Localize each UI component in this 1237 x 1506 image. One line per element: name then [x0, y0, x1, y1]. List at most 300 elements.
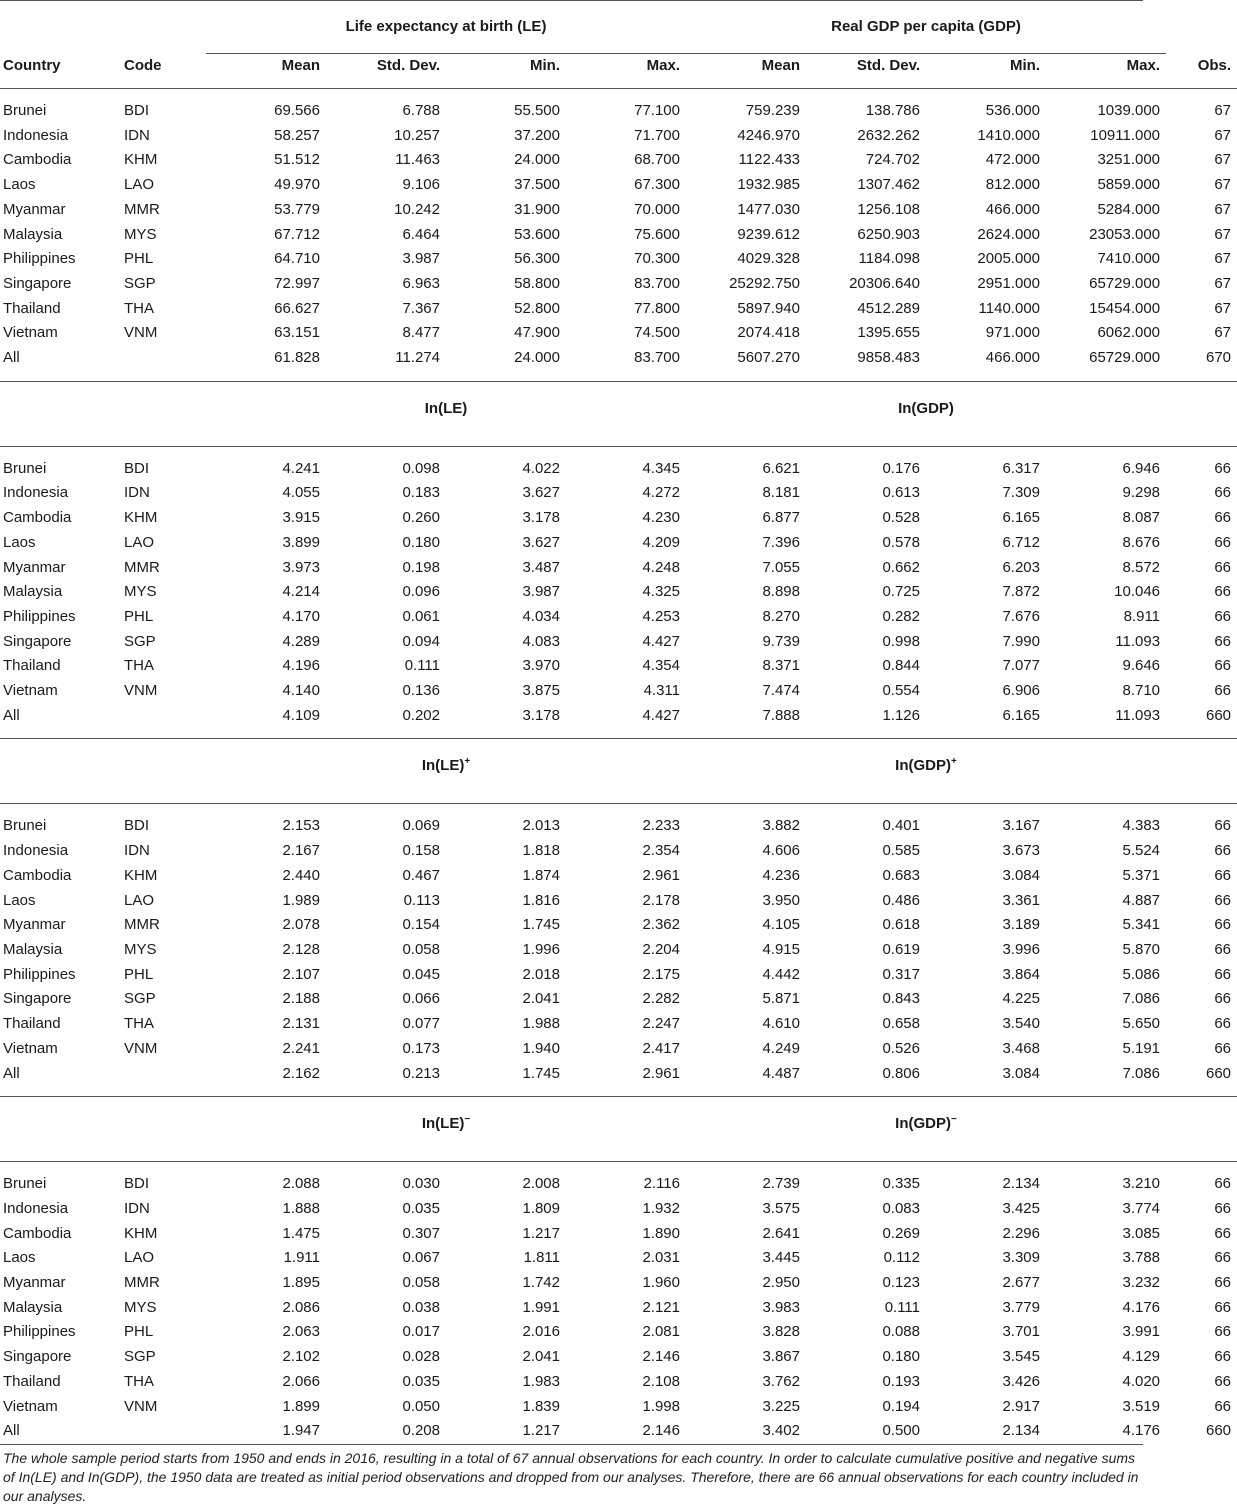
code-cell: BDI — [124, 1175, 150, 1193]
obs-cell: 66 — [1214, 1249, 1232, 1267]
value-cell: 3.991 — [1122, 1323, 1161, 1341]
value-cell: 4.109 — [282, 706, 320, 724]
value-cell: 3251.000 — [1097, 151, 1161, 169]
obs-cell: 66 — [1214, 866, 1232, 884]
table-row — [0, 506, 1237, 531]
value-cell: 55.500 — [514, 102, 560, 119]
section-title-gdp — [686, 1097, 1166, 1152]
code-cell: SGP — [124, 990, 156, 1008]
value-cell: 0.198 — [402, 558, 440, 576]
code-cell: LAO — [124, 891, 155, 909]
code-cell: BDI — [124, 459, 150, 477]
obs-cell: 66 — [1214, 484, 1232, 502]
group-header-gdp: Real GDP per capita (GDP) — [686, 1, 1166, 54]
value-cell: 4.236 — [762, 866, 800, 884]
table-row — [0, 704, 1237, 729]
code-cell: VNM — [124, 682, 158, 700]
code-cell: THA — [124, 1372, 154, 1390]
value-cell: 3.487 — [522, 558, 560, 576]
value-cell: 0.269 — [882, 1224, 920, 1242]
value-cell: 3.225 — [762, 1397, 800, 1415]
value-cell: 0.554 — [882, 682, 920, 700]
value-cell: 0.998 — [882, 632, 920, 650]
value-cell: 2.961 — [642, 866, 680, 884]
value-cell: 0.683 — [882, 866, 920, 884]
value-cell: 4.209 — [642, 533, 680, 551]
value-cell: 6062.000 — [1097, 324, 1161, 342]
value-cell: 1.940 — [522, 1039, 560, 1057]
country-cell: Cambodia — [3, 151, 72, 169]
country-cell: Malaysia — [3, 940, 63, 958]
country-cell: Cambodia — [3, 1224, 72, 1242]
value-cell: 3.950 — [762, 891, 800, 909]
value-cell: 7.888 — [762, 706, 800, 724]
country-cell: Philippines — [3, 965, 76, 983]
table-row — [0, 99, 1237, 124]
value-cell: 1.911 — [283, 1249, 320, 1267]
code-cell — [120, 1062, 206, 1087]
value-cell: 1395.655 — [857, 324, 920, 342]
table-row — [0, 1296, 1237, 1321]
code-cell: KHM — [124, 1224, 158, 1242]
obs-cell: 66 — [1214, 965, 1232, 983]
code-cell — [120, 1419, 206, 1444]
obs-cell: 66 — [1214, 1348, 1232, 1366]
value-cell: 0.158 — [402, 842, 440, 860]
country-cell: Myanmar — [3, 558, 66, 576]
obs-cell: 67 — [1214, 225, 1232, 243]
value-cell: 5.191 — [1122, 1039, 1161, 1057]
value-cell: 5.371 — [1122, 866, 1161, 884]
section-title-le — [206, 1097, 686, 1152]
value-cell: 0.067 — [402, 1249, 440, 1267]
value-cell: 4.105 — [762, 916, 800, 934]
table-row — [0, 148, 1237, 173]
code-cell: PHL — [124, 250, 154, 268]
obs-cell: 66 — [1214, 1298, 1232, 1316]
value-cell: 7.396 — [762, 533, 800, 551]
value-cell: 0.058 — [402, 940, 440, 958]
value-cell: 9.298 — [1122, 484, 1161, 502]
value-cell: 8.898 — [762, 583, 800, 601]
value-cell: 7.077 — [1002, 657, 1040, 675]
value-cell: 4.176 — [1122, 1298, 1161, 1316]
value-cell: 31.900 — [514, 200, 560, 218]
value-cell: 3.983 — [762, 1298, 800, 1316]
value-cell: 37.500 — [514, 176, 560, 194]
value-cell: 5.524 — [1122, 842, 1161, 860]
section-end-divider — [0, 371, 1237, 382]
value-cell: 25292.750 — [729, 274, 800, 292]
value-cell: 0.030 — [402, 1175, 440, 1193]
value-cell: 58.800 — [514, 274, 560, 292]
group-header-row — [0, 1, 1237, 54]
value-cell: 0.058 — [402, 1274, 440, 1292]
country-cell: Thailand — [3, 657, 61, 675]
section-spacer — [0, 804, 1237, 815]
value-cell: 1.890 — [642, 1224, 680, 1242]
value-cell: 5859.000 — [1097, 176, 1161, 194]
code-cell: BDI — [124, 817, 150, 835]
value-cell: 3.915 — [282, 509, 320, 527]
value-cell: 2.107 — [282, 965, 320, 983]
value-cell: 66.627 — [274, 299, 320, 317]
value-cell: 67.300 — [634, 176, 680, 194]
value-cell: 3.970 — [522, 657, 560, 675]
column-header: Max. — [1126, 57, 1161, 74]
country-cell: Vietnam — [3, 682, 58, 700]
code-cell: SGP — [124, 1348, 156, 1366]
value-cell: 3.445 — [762, 1249, 800, 1267]
column-header: Std. Dev. — [856, 57, 920, 74]
value-cell: 1.895 — [282, 1274, 320, 1292]
value-cell: 6250.903 — [857, 225, 920, 243]
value-cell: 1.989 — [282, 891, 320, 909]
value-cell: 11.093 — [1115, 706, 1161, 724]
value-cell: 3.084 — [1002, 866, 1040, 884]
value-cell: 9.739 — [762, 632, 800, 650]
value-cell: 2.146 — [642, 1422, 680, 1440]
code-cell: VNM — [124, 1039, 158, 1057]
code-cell: VNM — [124, 1397, 158, 1415]
country-cell: Thailand — [3, 1372, 61, 1390]
column-header: Std. Dev. — [376, 57, 440, 74]
value-cell: 0.173 — [402, 1039, 440, 1057]
value-cell: 7.086 — [1122, 990, 1161, 1008]
country-cell: All — [3, 1064, 20, 1082]
value-cell: 2.950 — [762, 1274, 800, 1292]
value-cell: 1.998 — [642, 1397, 680, 1415]
value-cell: 1.996 — [522, 940, 560, 958]
value-cell: 1.899 — [282, 1397, 320, 1415]
section-title-gdp — [686, 381, 1166, 436]
value-cell: 812.000 — [985, 176, 1040, 194]
table-row — [0, 1197, 1237, 1222]
obs-cell: 66 — [1214, 509, 1232, 527]
obs-cell: 66 — [1214, 459, 1232, 477]
value-cell: 6.788 — [402, 102, 440, 119]
value-cell: 2.162 — [282, 1064, 320, 1082]
value-cell: 2.116 — [643, 1175, 680, 1193]
value-cell: 4.345 — [642, 459, 680, 477]
code-cell: KHM — [124, 866, 158, 884]
value-cell: 2.362 — [642, 916, 680, 934]
value-cell: 2.018 — [522, 965, 560, 983]
section-divider — [0, 436, 1237, 447]
table-row — [0, 481, 1237, 506]
obs-cell: 66 — [1214, 1323, 1232, 1341]
value-cell: 4.915 — [762, 940, 800, 958]
section-spacer — [0, 446, 1237, 457]
value-cell: 1.745 — [522, 1064, 560, 1082]
country-cell: Vietnam — [3, 1039, 58, 1057]
value-cell: 24.000 — [514, 349, 560, 367]
value-cell: 0.806 — [882, 1064, 920, 1082]
value-cell: 2005.000 — [977, 250, 1040, 268]
obs-cell: 66 — [1214, 1039, 1232, 1057]
table-row — [0, 124, 1237, 149]
value-cell: 1.475 — [282, 1224, 320, 1242]
value-cell: 4.214 — [282, 583, 320, 601]
value-cell: 11.463 — [395, 151, 440, 169]
obs-cell: 67 — [1214, 200, 1232, 218]
value-cell: 7.872 — [1002, 583, 1040, 601]
value-cell: 4.606 — [762, 842, 800, 860]
value-cell: 72.997 — [274, 274, 320, 292]
value-cell: 74.500 — [634, 324, 680, 342]
value-cell: 0.618 — [882, 916, 920, 934]
obs-cell: 67 — [1214, 274, 1232, 292]
value-cell: 2.167 — [282, 842, 320, 860]
value-cell: 3.701 — [1002, 1323, 1040, 1341]
value-cell: 1307.462 — [857, 176, 920, 194]
code-cell: MYS — [124, 583, 157, 601]
value-cell: 2.131 — [282, 1015, 320, 1033]
table-row — [0, 1246, 1237, 1271]
column-header: Mean — [761, 57, 800, 74]
value-cell: 5.086 — [1122, 965, 1161, 983]
code-cell: IDN — [124, 484, 150, 502]
value-cell: 5897.940 — [737, 299, 800, 317]
value-cell: 2.088 — [282, 1175, 320, 1193]
section-title-gdp-text: In(GDP) — [895, 1115, 951, 1133]
column-header: Obs. — [1197, 56, 1232, 74]
code-cell: KHM — [124, 509, 158, 527]
value-cell: 8.087 — [1122, 509, 1161, 527]
value-cell: 2.641 — [762, 1224, 800, 1242]
value-cell: 3.178 — [522, 706, 560, 724]
code-cell: MMR — [124, 200, 160, 218]
value-cell: 69.566 — [274, 102, 320, 119]
country-cell: Cambodia — [3, 866, 72, 884]
column-header-row — [0, 54, 1237, 79]
footnote-and: and — [56, 1468, 88, 1485]
value-cell: 4029.328 — [737, 250, 800, 268]
value-cell: 3.864 — [1002, 965, 1040, 983]
value-cell: 75.600 — [634, 225, 680, 243]
code-cell: IDN — [124, 1199, 150, 1217]
value-cell: 2.178 — [642, 891, 680, 909]
value-cell: 3.987 — [522, 583, 560, 601]
country-cell: Philippines — [3, 250, 76, 268]
value-cell: 3.519 — [1122, 1397, 1161, 1415]
value-cell: 4.487 — [762, 1064, 800, 1082]
value-cell: 0.066 — [402, 990, 440, 1008]
value-cell: 6.906 — [1002, 682, 1040, 700]
value-cell: 0.282 — [882, 607, 920, 625]
value-cell: 6.203 — [1002, 558, 1040, 576]
value-cell: 20306.640 — [849, 274, 920, 292]
country-cell: All — [3, 1422, 20, 1440]
obs-cell: 66 — [1214, 607, 1232, 625]
value-cell: 4.129 — [1122, 1348, 1161, 1366]
obs-cell: 66 — [1214, 891, 1232, 909]
obs-cell: 67 — [1214, 250, 1232, 268]
section-title-le-text: In(LE) — [421, 1115, 465, 1133]
value-cell: 10.242 — [394, 200, 440, 218]
value-cell: 9858.483 — [857, 349, 920, 367]
country-cell: Thailand — [3, 299, 61, 317]
value-cell: 1184.098 — [858, 250, 920, 268]
value-cell: 5.650 — [1122, 1015, 1161, 1033]
section-spacer — [0, 1162, 1237, 1173]
table-row — [0, 1395, 1237, 1420]
value-cell: 0.035 — [402, 1199, 440, 1217]
value-cell: 4.140 — [282, 682, 320, 700]
value-cell: 1932.985 — [737, 176, 800, 194]
value-cell: 3.167 — [1002, 817, 1040, 835]
value-cell: 71.700 — [634, 126, 680, 144]
value-cell: 7.367 — [402, 299, 440, 317]
value-cell: 0.843 — [882, 990, 920, 1008]
value-cell: 3.425 — [1002, 1199, 1040, 1217]
data-table — [0, 1, 1237, 1444]
table-row — [0, 580, 1237, 605]
value-cell: 0.098 — [402, 459, 440, 477]
obs-cell: 66 — [1214, 842, 1232, 860]
table-row — [0, 938, 1237, 963]
code-cell: MYS — [124, 225, 157, 243]
obs-cell: 66 — [1214, 1274, 1232, 1292]
value-cell: 5.871 — [762, 990, 800, 1008]
value-cell: 1.947 — [282, 1422, 320, 1440]
value-cell: 0.335 — [882, 1175, 920, 1193]
value-cell: 4.022 — [522, 459, 560, 477]
value-cell: 0.112 — [883, 1249, 920, 1267]
column-header: Min. — [530, 57, 560, 74]
value-cell: 2.296 — [1002, 1224, 1040, 1242]
code-cell: KHM — [124, 151, 158, 169]
value-cell: 9239.612 — [737, 225, 800, 243]
table-row — [0, 963, 1237, 988]
country-cell: Laos — [3, 1249, 36, 1267]
value-cell: 3.540 — [1002, 1015, 1040, 1033]
table-row — [0, 987, 1237, 1012]
table-row — [0, 679, 1237, 704]
value-cell: 8.676 — [1122, 533, 1161, 551]
value-cell: 2.041 — [522, 990, 560, 1008]
value-cell: 1.888 — [282, 1199, 320, 1217]
value-cell: 3.402 — [762, 1422, 800, 1440]
code-cell: LAO — [124, 176, 155, 194]
section-title-gdp-text: In(GDP) — [898, 399, 954, 417]
value-cell: 10.046 — [1114, 583, 1161, 601]
column-header: Code — [124, 56, 162, 74]
code-cell: PHL — [124, 607, 154, 625]
column-header: Max. — [646, 57, 680, 74]
table-row — [0, 889, 1237, 914]
value-cell: 3.779 — [1002, 1298, 1040, 1316]
value-cell: 4.241 — [282, 459, 320, 477]
value-cell: 8.477 — [402, 324, 440, 342]
value-cell: 4.442 — [762, 965, 800, 983]
section-spacer — [0, 89, 1237, 100]
code-cell: SGP — [124, 274, 156, 292]
table-row — [0, 346, 1237, 371]
table-row — [0, 556, 1237, 581]
value-cell: 1039.000 — [1097, 102, 1161, 119]
value-cell: 4.610 — [762, 1015, 800, 1033]
obs-cell: 66 — [1214, 1175, 1232, 1193]
value-cell: 0.111 — [884, 1298, 920, 1316]
value-cell: 2.102 — [282, 1348, 320, 1366]
value-cell: 4.055 — [282, 484, 320, 502]
value-cell: 0.208 — [402, 1422, 440, 1440]
obs-cell: 66 — [1214, 558, 1232, 576]
table-row — [0, 1320, 1237, 1345]
footnote-term1: In(LE) — [18, 1468, 57, 1485]
value-cell: 0.619 — [882, 940, 920, 958]
obs-cell: 66 — [1214, 1199, 1232, 1217]
country-cell: Cambodia — [3, 509, 72, 527]
value-cell: 3.828 — [762, 1323, 800, 1341]
section-header-row — [0, 381, 1237, 436]
table-row — [0, 223, 1237, 248]
table-row — [0, 457, 1237, 482]
obs-cell: 67 — [1214, 126, 1232, 144]
value-cell: 3.189 — [1002, 916, 1040, 934]
obs-cell: 66 — [1214, 632, 1232, 650]
value-cell: 4.354 — [642, 657, 680, 675]
value-cell: 8.710 — [1122, 682, 1161, 700]
value-cell: 2.041 — [522, 1348, 560, 1366]
value-cell: 0.260 — [402, 509, 440, 527]
obs-cell: 67 — [1214, 176, 1232, 194]
value-cell: 77.100 — [634, 102, 680, 119]
value-cell: 466.000 — [985, 200, 1040, 218]
value-cell: 2.086 — [282, 1298, 320, 1316]
value-cell: 0.096 — [402, 583, 440, 601]
table-row — [0, 1012, 1237, 1037]
value-cell: 0.662 — [882, 558, 920, 576]
value-cell: 11.274 — [395, 349, 440, 367]
table-row — [0, 913, 1237, 938]
value-cell: 4.196 — [282, 657, 320, 675]
code-cell: MMR — [124, 916, 160, 934]
code-cell: BDI — [124, 102, 150, 119]
country-cell: Vietnam — [3, 324, 58, 342]
value-cell: 0.061 — [402, 607, 440, 625]
value-cell: 6.946 — [1122, 459, 1161, 477]
value-cell: 1256.108 — [857, 200, 920, 218]
country-cell: Indonesia — [3, 842, 69, 860]
value-cell: 1.983 — [522, 1372, 560, 1390]
value-cell: 0.028 — [402, 1348, 440, 1366]
section-title-gdp — [686, 739, 1166, 794]
value-cell: 47.900 — [514, 324, 560, 342]
country-cell: Singapore — [3, 990, 72, 1008]
obs-cell: 67 — [1214, 102, 1232, 119]
value-cell: 6.963 — [402, 274, 440, 292]
table-row — [0, 1419, 1237, 1444]
value-cell: 138.786 — [865, 102, 920, 119]
code-cell — [120, 704, 206, 729]
value-cell: 4.311 — [643, 682, 680, 700]
value-cell: 1.816 — [522, 891, 560, 909]
obs-cell: 67 — [1214, 324, 1232, 342]
value-cell: 4.427 — [642, 706, 680, 724]
value-cell: 2.153 — [282, 817, 320, 835]
country-cell: Singapore — [3, 632, 72, 650]
value-cell: 51.512 — [274, 151, 320, 169]
group-header-le: Life expectancy at birth (LE) — [206, 1, 686, 54]
section-end-divider — [0, 728, 1237, 739]
value-cell: 2.121 — [642, 1298, 680, 1316]
section-title-le-text: In(LE) — [424, 399, 468, 417]
value-cell: 2.917 — [1002, 1397, 1040, 1415]
value-cell: 0.307 — [402, 1224, 440, 1242]
table-row — [0, 198, 1237, 223]
